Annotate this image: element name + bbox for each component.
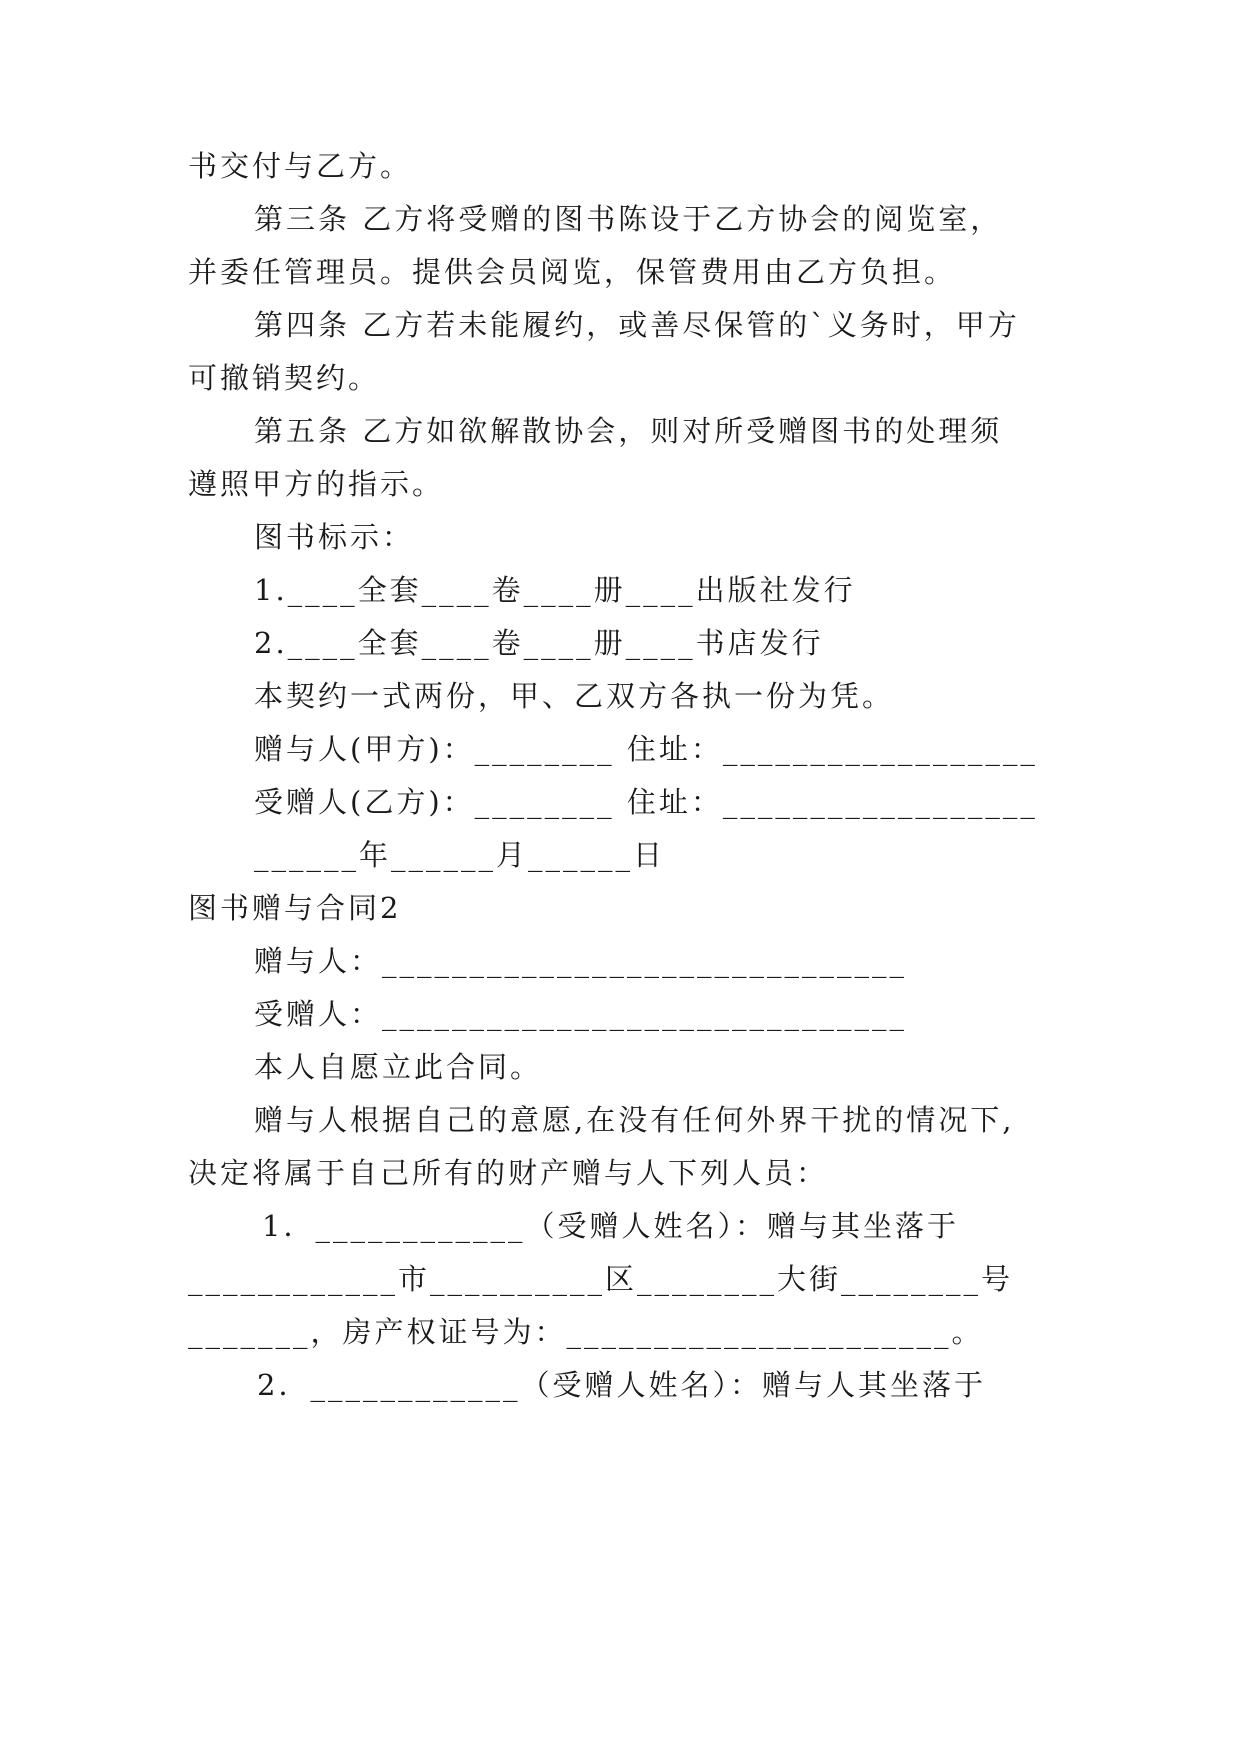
donor-signature-line: 赠与人(甲方)：________ 住址：__________________ <box>254 732 1038 766</box>
book-item-2: 2.____全套____卷____册____书店发行 <box>254 626 824 660</box>
text-line: 可撤销契约。 <box>188 361 381 395</box>
article-4-line: 第四条 乙方若未能履约，或善尽保管的`义务时，甲方 <box>254 308 1020 342</box>
copies-clause: 本契约一式两份，甲、乙双方各执一份为凭。 <box>254 679 895 713</box>
gift-item-1: 1．____________（受赠人姓名）：赠与其坐落于 <box>262 1209 959 1243</box>
book-label-heading: 图书标示： <box>254 520 415 554</box>
donee-signature-line: 受赠人(乙方)：________ 住址：__________________ <box>254 785 1038 819</box>
text-line: 遵照甲方的指示。 <box>188 467 445 501</box>
article-5-line: 第五条 乙方如欲解散协会，则对所受赠图书的处理须 <box>254 414 1003 448</box>
donee-field: 受赠人：______________________________ <box>254 997 908 1031</box>
body-paragraph-line: 决定将属于自己所有的财产赠与人下列人员： <box>188 1156 829 1190</box>
section-title: 图书赠与合同2 <box>188 891 402 925</box>
gift-item-1-certificate: _______，房产权证号为：______________________。 <box>188 1315 984 1349</box>
article-3-line: 第三条 乙方将受赠的图书陈设于乙方协会的阅览室， <box>254 202 1003 236</box>
gift-item-2: 2．____________（受赠人姓名）：赠与人其坐落于 <box>257 1368 986 1402</box>
text-line: 书交付与乙方。 <box>188 149 413 183</box>
voluntary-statement: 本人自愿立此合同。 <box>254 1050 543 1084</box>
donor-field: 赠与人：______________________________ <box>254 944 908 978</box>
gift-item-1-address: ____________市__________区________大街________号 <box>188 1262 1014 1296</box>
text-line: 并委任管理员。提供会员阅览，保管费用由乙方负担。 <box>188 255 957 289</box>
book-item-1: 1.____全套____卷____册____出版社发行 <box>254 573 856 607</box>
date-line: ______年______月______日 <box>254 838 666 872</box>
body-paragraph-line: 赠与人根据自己的意愿,在没有任何外界干扰的情况下, <box>254 1103 1015 1137</box>
